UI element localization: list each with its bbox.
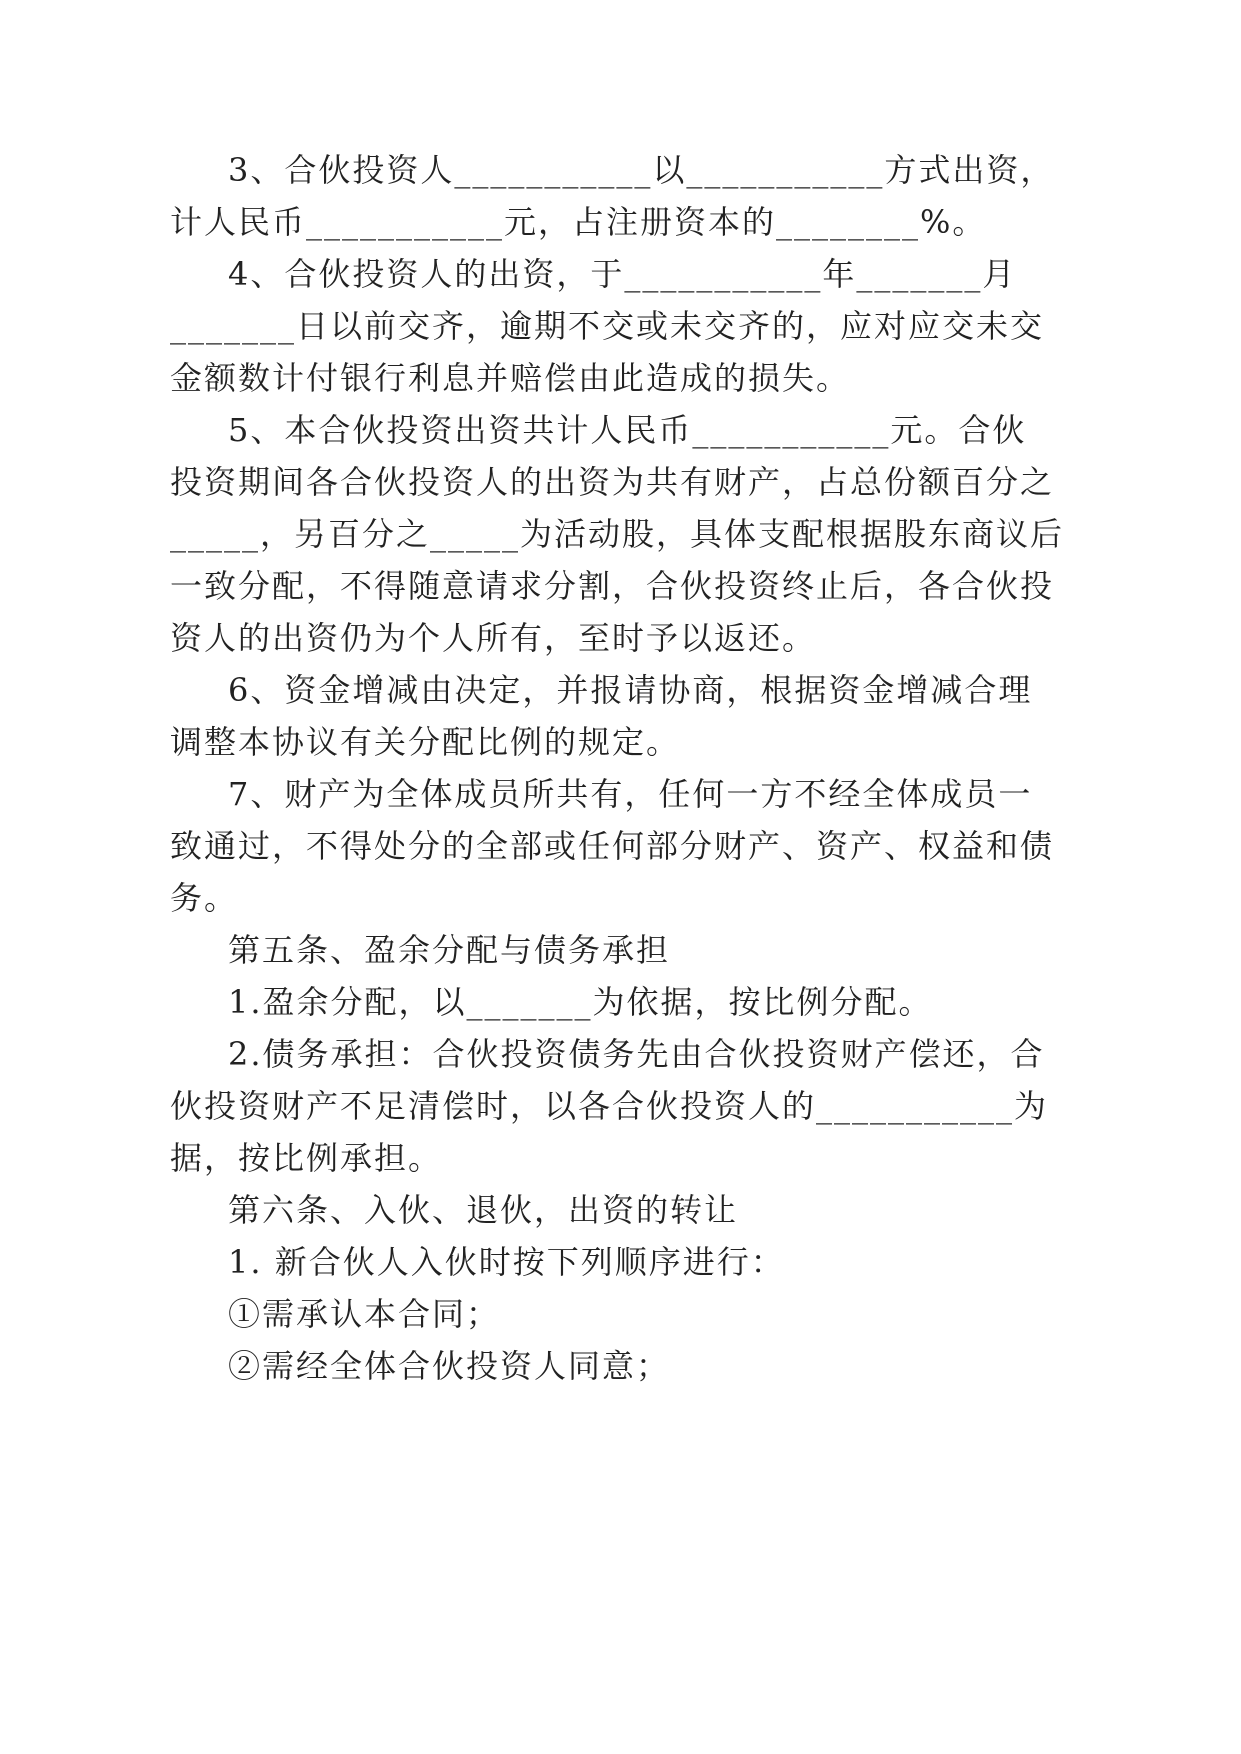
paragraph-line: _______日以前交齐，逾期不交或未交齐的，应对应交未交	[170, 307, 1045, 345]
paragraph-line: 7、财产为全体成员所共有，任何一方不经全体成员一	[228, 775, 1033, 813]
paragraph-line: 1.盈余分配，以_______为依据，按比例分配。	[228, 983, 933, 1021]
paragraph-line: 计人民币___________元，占注册资本的________%。	[170, 203, 987, 241]
paragraph-line: 调整本协议有关分配比例的规定。	[170, 723, 681, 761]
paragraph-line: 投资期间各合伙投资人的出资为共有财产，占总份额百分之	[170, 463, 1055, 501]
paragraph-line: 4、合伙投资人的出资，于___________年_______月	[228, 255, 1017, 293]
list-item: ①需承认本合同；	[228, 1295, 501, 1333]
paragraph-line: 务。	[170, 879, 239, 917]
paragraph-line: 6、资金增减由决定，并报请协商，根据资金增减合理	[228, 671, 1033, 709]
paragraph-line: 金额数计付银行利息并赔偿由此造成的损失。	[170, 359, 851, 397]
paragraph-line: 2.债务承担：合伙投资债务先由合伙投资财产偿还，合	[228, 1035, 1045, 1073]
paragraph-line: 资人的出资仍为个人所有，至时予以返还。	[170, 619, 817, 657]
section-heading: 第六条、入伙、退伙，出资的转让	[228, 1191, 739, 1229]
paragraph-line: 5、本合伙投资出资共计人民币___________元。合伙	[228, 411, 1027, 449]
paragraph-line: 3、合伙投资人___________以___________方式出资，	[228, 151, 1055, 189]
paragraph-line: 伙投资财产不足清偿时，以各合伙投资人的___________为	[170, 1087, 1049, 1125]
paragraph-line: _____，另百分之_____为活动股，具体支配根据股东商议后	[170, 515, 1065, 553]
section-heading: 第五条、盈余分配与债务承担	[228, 931, 671, 969]
paragraph-line: 致通过，不得处分的全部或任何部分财产、资产、权益和债	[170, 827, 1055, 865]
paragraph-line: 一致分配，不得随意请求分割，合伙投资终止后，各合伙投	[170, 567, 1055, 605]
list-item: ②需经全体合伙投资人同意；	[228, 1347, 671, 1385]
paragraph-line: 1. 新合伙人入伙时按下列顺序进行：	[228, 1243, 785, 1281]
paragraph-line: 据，按比例承担。	[170, 1139, 443, 1177]
